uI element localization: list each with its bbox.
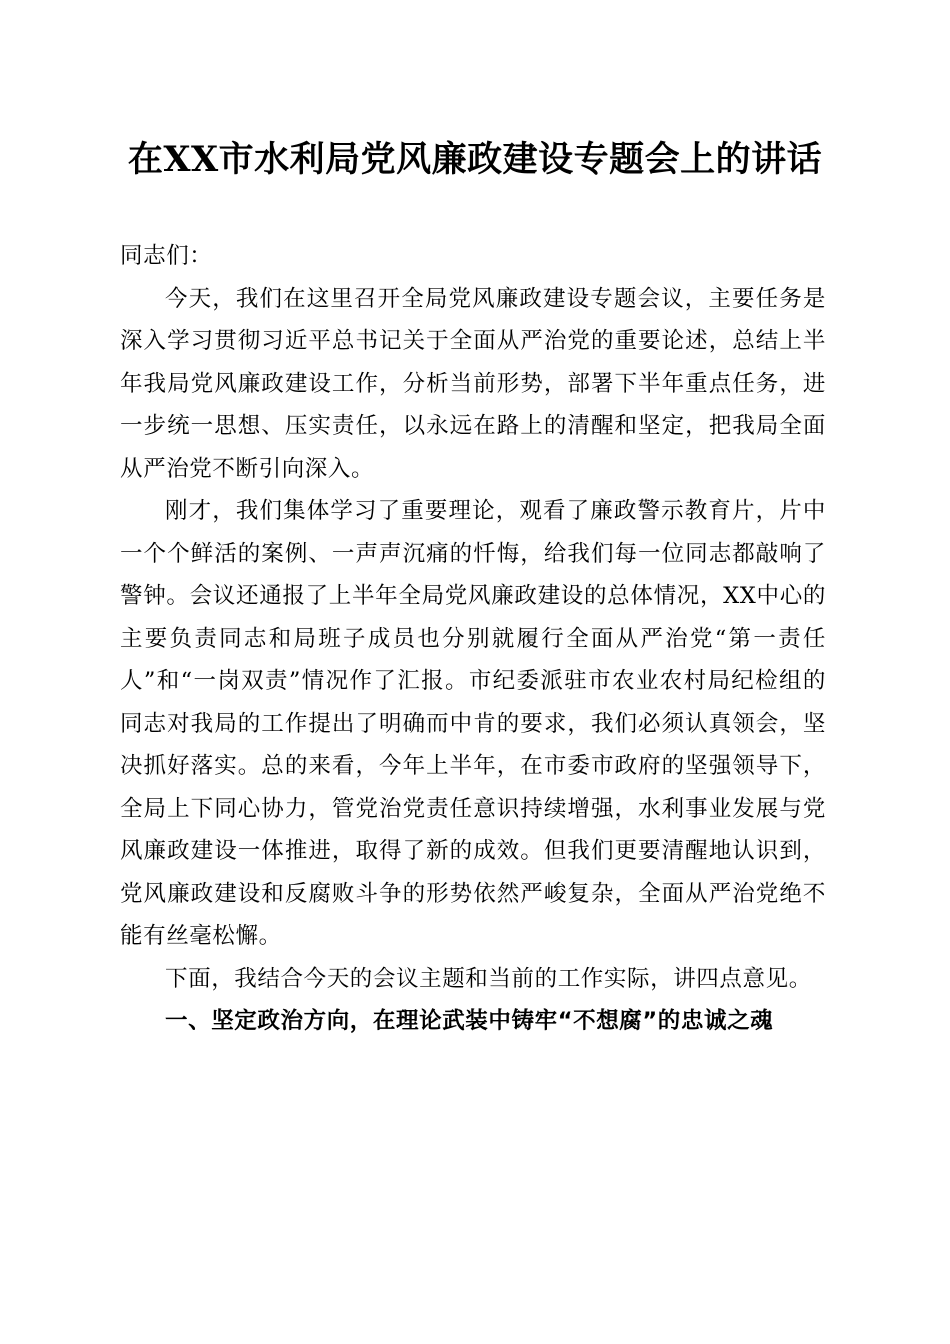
- salutation: 同志们：: [120, 243, 213, 269]
- document-title: 在XX市水利局党风廉政建设专题会上的讲话: [127, 139, 823, 180]
- paragraph-opening: 今天，我们在这里召开全局党风廉政建设专题会议，主要任务是深入学习贯彻习近平总书记关于全面从严治党的重要论述，总结上半年我局党风廉政建设工作，分析当前形势，部署下半年重点任务，进一步统一思想、压实责任，以永远在路上的清醒和坚定，把我局全面从严治党不断引向深入。: [120, 285, 826, 482]
- document-body: [120, 235, 826, 1043]
- paragraph-review: 刚才，我们集体学习了重要理论，观看了廉政警示教育片，片中一个个鲜活的案例、一声声沉痛的忏悔，给我们每一位同志都敲响了警钟。会议还通报了上半年全局党风廉政建设的总体情况，XX中心的主要负责同志和局班子成员也分别就履行全面从严治党“第一责任人”和“一岗双责”情况作了汇报。市纪委派驻市农业农村局纪检组的同志对我局的工作提出了明确而中肯的要求，我们必须认真领会，坚决抓好落实。总的来看，今年上半年，在市委市政府的坚强领导下，全局上下同心协力，管党治党责任意识持续增强，水利事业发展与党风廉政建设一体推进，取得了新的成效。但我们更要清醒地认识到，党风廉政建设和反腐败斗争的形势依然严峻复杂，全面从严治党绝不能有丝毫松懈。: [120, 498, 826, 949]
- section-heading-1: 一、坚定政治方向，在理论武装中铸牢“不想腐”的忠诚之魂: [165, 1008, 774, 1034]
- paragraph-transition: 下面，我结合今天的会议主题和当前的工作实际，讲四点意见。: [165, 965, 812, 992]
